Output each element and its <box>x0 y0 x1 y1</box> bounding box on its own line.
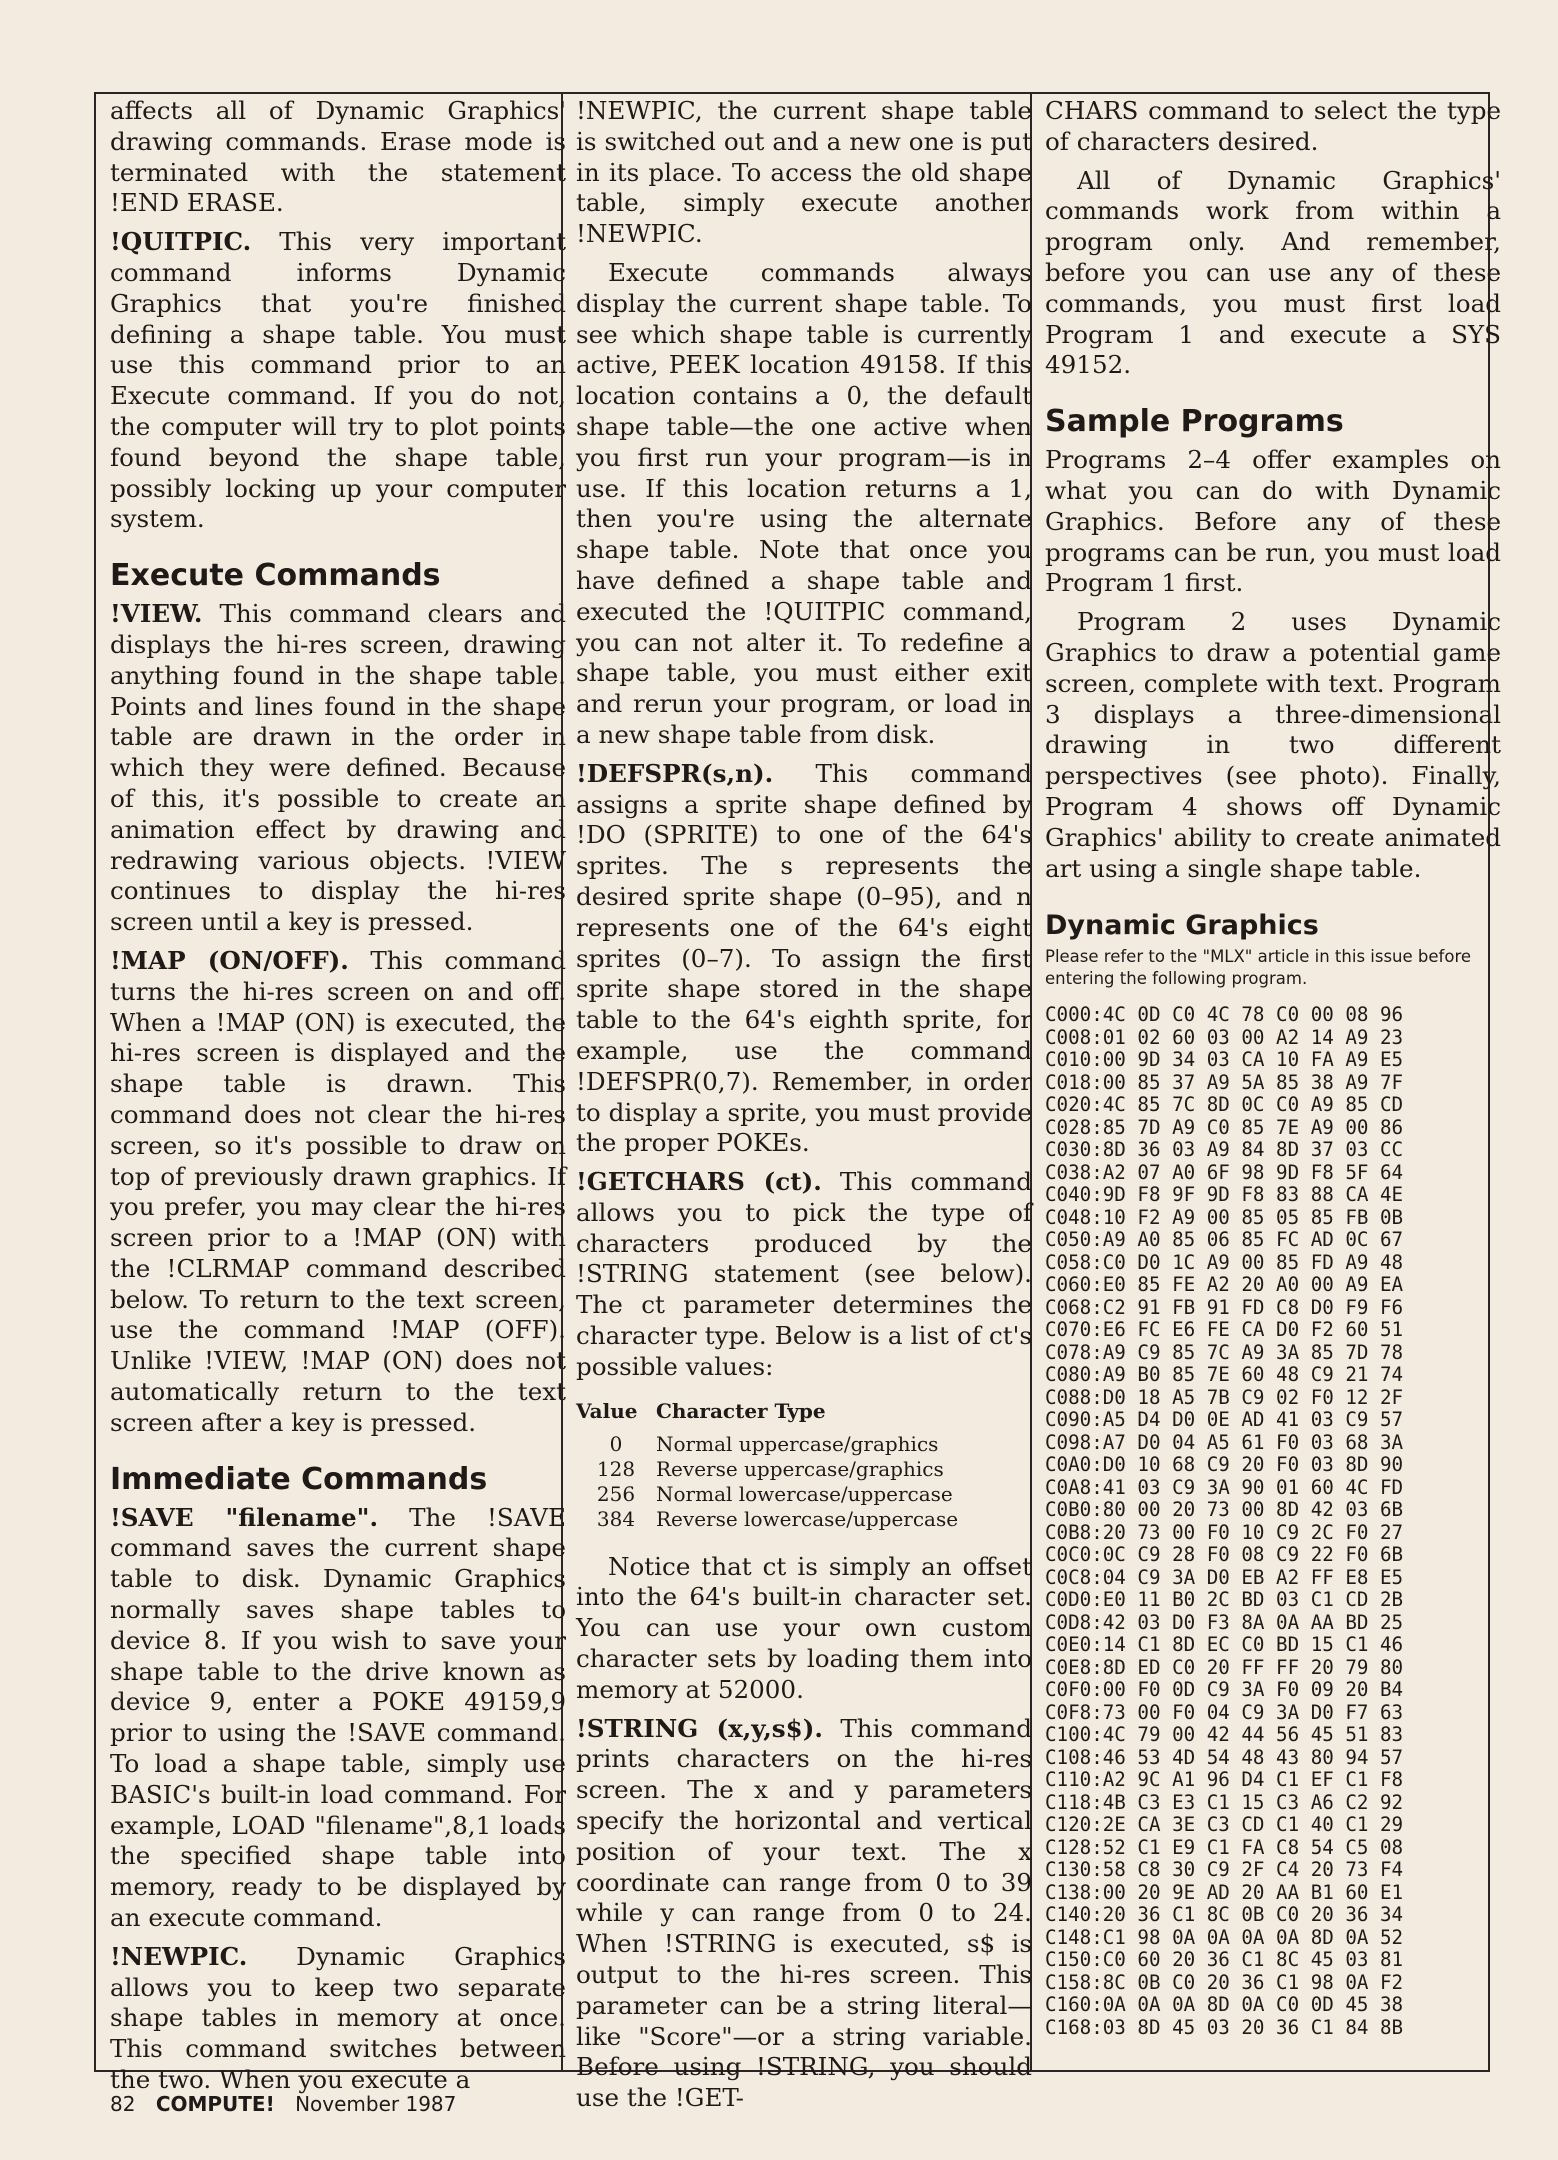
listing-line: C010:00 9D 34 03 CA 10 FA A9 E5 <box>1045 1048 1404 1072</box>
listing-line: C110:A2 9C A1 96 D4 C1 EF C1 F8 <box>1045 1768 1404 1792</box>
listing-line: C060:E0 85 FE A2 20 A0 00 A9 EA <box>1045 1273 1404 1297</box>
table-cell-type: Normal uppercase/graphics <box>656 1431 939 1456</box>
table-cell-value: 256 <box>596 1481 636 1506</box>
listing-note: Please refer to the "MLX" article in this issue before entering the following program. <box>1045 947 1472 989</box>
section-heading-immediate: Immediate Commands <box>110 1461 488 1497</box>
character-type-table <box>576 1399 958 1532</box>
command-description: This command allows you to pick the type of characters produced by the !STRING statement (see below). The ct parameter determines the character type. Below is a list of ct's possible values: <box>576 1167 1033 1381</box>
listing-line: C138:00 20 9E AD 20 AA B1 60 E1 <box>1045 1880 1404 1904</box>
paragraph: Notice that ct is simply an offset into the 64's built-in character set. You can use your own custom character sets by loading them into memory at 52000. <box>576 1551 1032 1704</box>
column-2 <box>576 96 1032 2122</box>
listing-line: C0C0:0C C9 28 F0 08 C9 22 F0 6B <box>1045 1543 1404 1567</box>
paragraph: Program 2 uses Dynamic Graphics to draw a potential game screen, complete with text. Program 3 displays a three-dimensional drawing in two different perspectives (see photo). Finally, Program 4 shows off Dynamic Graphics' ability to create animated art using a single shape table. <box>1045 607 1501 883</box>
listing-line: C0E8:8D ED C0 20 FF FF 20 79 80 <box>1045 1655 1404 1679</box>
listing-line: C058:C0 D0 1C A9 00 85 FD A9 48 <box>1045 1250 1404 1274</box>
listing-line: C130:58 C8 30 C9 2F C4 20 73 F4 <box>1045 1858 1404 1882</box>
command-name: !DEFSPR(s,n). <box>576 758 774 788</box>
column-3 <box>1045 96 1501 2039</box>
table-header-value: Value <box>576 1398 638 1423</box>
program-listing <box>1045 1004 1501 2039</box>
listing-line: C0C8:04 C9 3A D0 EB A2 FF E8 E5 <box>1045 1565 1404 1589</box>
table-header-row <box>576 1399 958 1432</box>
listing-line: C120:2E CA 3E C3 CD C1 40 C1 29 <box>1045 1813 1404 1837</box>
section-heading-execute: Execute Commands <box>110 558 441 594</box>
page-footer <box>110 2092 456 2116</box>
listing-line: C048:10 F2 A9 00 85 05 85 FB 0B <box>1045 1205 1404 1229</box>
listing-line: C0D0:E0 11 B0 2C BD 03 C1 CD 2B <box>1045 1588 1404 1612</box>
command-name: !STRING (x,y,s$). <box>576 1713 823 1743</box>
listing-line: C030:8D 36 03 A9 84 8D 37 03 CC <box>1045 1138 1404 1162</box>
listing-line: C020:4C 85 7C 8D 0C C0 A9 85 CD <box>1045 1093 1404 1117</box>
listing-line: C028:85 7D A9 C0 85 7E A9 00 86 <box>1045 1115 1404 1139</box>
paragraph: CHARS command to select the type of characters desired. <box>1045 96 1501 156</box>
listing-line: C148:C1 98 0A 0A 0A 0A 8D 0A 52 <box>1045 1925 1404 1949</box>
table-row <box>576 1432 958 1457</box>
command-name: !MAP (ON/OFF). <box>110 945 349 975</box>
table-cell-value: 0 <box>609 1431 623 1456</box>
listing-line: C128:52 C1 E9 C1 FA C8 54 C5 08 <box>1045 1835 1404 1859</box>
listing-line: C080:A9 B0 85 7E 60 48 C9 21 74 <box>1045 1363 1404 1387</box>
table-cell-type: Reverse lowercase/uppercase <box>656 1506 959 1531</box>
command-name: !NEWPIC. <box>110 1941 248 1971</box>
listing-line: C160:0A 0A 0A 8D 0A C0 0D 45 38 <box>1045 1993 1404 2017</box>
listing-line: C140:20 36 C1 8C 0B C0 20 36 34 <box>1045 1903 1404 1927</box>
table-row <box>576 1482 958 1507</box>
listing-line: C150:C0 60 20 36 C1 8C 45 03 81 <box>1045 1948 1404 1972</box>
listing-line: C008:01 02 60 03 00 A2 14 A9 23 <box>1045 1025 1404 1049</box>
listing-line: C0D8:42 03 D0 F3 8A 0A AA BD 25 <box>1045 1610 1404 1634</box>
command-description: This command prints characters on the hi-res screen. The x and y parameters specify the horizontal and vertical position of your text. The x coordinate can range from 0 to 39 while y can range from 0 to 24. When !STRING is executed, s$ is output to the hi-res screen. This parameter can be a string literal—like "Score"—or a string variable. Before using !STRING, you should use the !GET- <box>576 1713 1032 2113</box>
save-paragraph <box>110 1503 566 1934</box>
listing-line: C038:A2 07 A0 6F 98 9D F8 5F 64 <box>1045 1160 1404 1184</box>
listing-line: C050:A9 A0 85 06 85 FC AD 0C 67 <box>1045 1228 1404 1252</box>
listing-line: C040:9D F8 9F 9D F8 83 88 CA 4E <box>1045 1183 1404 1207</box>
paragraph: Programs 2–4 offer examples on what you can do with Dynamic Graphics. Before any of these programs can be run, you must load Program 1 first. <box>1045 445 1501 598</box>
paragraph: !NEWPIC, the current shape table is switched out and a new one is put in its place. To access the old shape table, simply execute another !NEWPIC. <box>576 96 1032 249</box>
listing-line: C0F8:73 00 F0 04 C9 3A D0 F7 63 <box>1045 1700 1404 1724</box>
listing-line: C098:A7 D0 04 A5 61 F0 03 68 3A <box>1045 1430 1404 1454</box>
table-cell-value: 128 <box>596 1456 636 1481</box>
command-name: !GETCHARS (ct). <box>576 1167 822 1197</box>
listing-line: C0A0:D0 10 68 C9 20 F0 03 8D 90 <box>1045 1453 1404 1477</box>
listing-line: C108:46 53 4D 54 48 43 80 94 57 <box>1045 1745 1404 1769</box>
listing-line: C168:03 8D 45 03 20 36 C1 84 8B <box>1045 2015 1404 2039</box>
magazine-name: COMPUTE! <box>155 2092 275 2116</box>
map-paragraph <box>110 946 566 1439</box>
listing-line: C0E0:14 C1 8D EC C0 BD 15 C1 46 <box>1045 1633 1404 1657</box>
section-heading-sample-programs: Sample Programs <box>1045 404 1344 440</box>
command-name: !VIEW. <box>110 599 203 629</box>
string-paragraph <box>576 1714 1032 2114</box>
listing-line: C090:A5 D4 D0 0E AD 41 03 C9 57 <box>1045 1408 1404 1432</box>
listing-line: C0B0:80 00 20 73 00 8D 42 03 6B <box>1045 1498 1404 1522</box>
defspr-paragraph <box>576 759 1032 1159</box>
listing-line: C158:8C 0B C0 20 36 C1 98 0A F2 <box>1045 1970 1404 1994</box>
listing-line: C0F0:00 F0 0D C9 3A F0 09 20 B4 <box>1045 1678 1404 1702</box>
listing-line: C0A8:41 03 C9 3A 90 01 60 4C FD <box>1045 1475 1404 1499</box>
paragraph: Execute commands always display the current shape table. To see which shape table is currently active, PEEK location 49158. If this location contains a 0, the default shape table—the one active when you first run your program—is in use. If this location returns a 1, then you're using the alternate shape table. Note that once you have defined a shape table and executed the !QUITPIC command, you can not alter it. To redefine a shape table, you must either exit and rerun your program, or load in a new shape table from disk. <box>576 257 1032 749</box>
listing-line: C118:4B C3 E3 C1 15 C3 A6 C2 92 <box>1045 1790 1404 1814</box>
table-cell-type: Reverse uppercase/graphics <box>656 1456 944 1481</box>
command-description: This command turns the hi-res screen on and off. When a !MAP (ON) is executed, the hi-res screen is displayed and the shape table is drawn. This command does not clear the hi-res screen, so it's possible to draw on top of previously drawn graphics. If you prefer, you may clear the hi-res screen prior to a !MAP (ON) with the !CLRMAP command described below. To return to the text screen, use the command !MAP (OFF). Unlike !VIEW, !MAP (ON) does not automatically return to the text screen after a key is pressed. <box>110 945 566 1437</box>
listing-line: C100:4C 79 00 42 44 56 45 51 83 <box>1045 1723 1404 1747</box>
table-row <box>576 1507 958 1532</box>
command-description: This very important command informs Dynamic Graphics that you're finished defining a shape table. You must use this command prior to an Execute command. If you do not, the computer will try to plot points found beyond the shape table, possibly locking up your computer system. <box>110 227 566 534</box>
listing-line: C070:E6 FC E6 FE CA D0 F2 60 51 <box>1045 1318 1404 1342</box>
column-1 <box>110 96 566 2104</box>
listing-line: C088:D0 18 A5 7B C9 02 F0 12 2F <box>1045 1385 1404 1409</box>
listing-title: Dynamic Graphics <box>1045 910 1319 942</box>
command-description: This command assigns a sprite shape defined by !DO (SPRITE) to one of the 64's sprites. The s represents the desired sprite shape (0–95), and n represents one of the 64's eight sprites (0–7). To assign the first sprite shape stored in the shape table to the 64's eighth sprite, for example, use the command !DEFSPR(0,7). Remember, in order to display a sprite, you must provide the proper POKEs. <box>576 758 1032 1158</box>
listing-line: C0B8:20 73 00 F0 10 C9 2C F0 27 <box>1045 1520 1404 1544</box>
table-cell-type: Normal lowercase/uppercase <box>656 1481 953 1506</box>
page-number: 82 <box>110 2092 136 2116</box>
table-row <box>576 1457 958 1482</box>
listing-line: C078:A9 C9 85 7C A9 3A 85 7D 78 <box>1045 1340 1404 1364</box>
view-paragraph <box>110 599 566 938</box>
listing-line: C068:C2 91 FB 91 FD C8 D0 F9 F6 <box>1045 1295 1404 1319</box>
command-description: The !SAVE command saves the current shape table to disk. Dynamic Graphics normally saves shape tables to device 8. If you wish to save your shape table to the drive known as device 9, enter a POKE 49159,9 prior to using the !SAVE command. To load a shape table, simply use BASIC's built-in load command. For example, LOAD "filename",8,1 loads the specified shape table into memory, ready to be displayed by an execute command. <box>110 1502 566 1933</box>
command-description: Dynamic Graphics allows you to keep two separate shape tables in memory at once. This command switches between the two. When you execute a <box>110 1941 566 2095</box>
table-header-type: Character Type <box>656 1398 826 1423</box>
paragraph: All of Dynamic Graphics' commands work from within a program only. And remember, before you can use any of these commands, you must first load Program 1 and execute a SYS 49152. <box>1045 165 1501 380</box>
table-cell-value: 384 <box>596 1506 636 1531</box>
quitpic-paragraph <box>110 227 566 535</box>
listing-line: C018:00 85 37 A9 5A 85 38 A9 7F <box>1045 1070 1404 1094</box>
newpic-paragraph <box>110 1942 566 2096</box>
command-name: !SAVE "filename". <box>110 1502 379 1532</box>
command-name: !QUITPIC. <box>110 227 252 257</box>
paragraph: affects all of Dynamic Graphics' drawing commands. Erase mode is terminated with the statement !END ERASE. <box>110 96 566 218</box>
issue-date: November 1987 <box>295 2092 457 2116</box>
getchars-paragraph <box>576 1167 1032 1383</box>
command-description: This command clears and displays the hi-res screen, drawing anything found in the shape table. Points and lines found in the shape table are drawn in the order in which they were defined. Because of this, it's possible to create an animation effect by drawing and redrawing various objects. !VIEW continues to display the hi-res screen until a key is pressed. <box>110 599 566 937</box>
listing-line: C000:4C 0D C0 4C 78 C0 00 08 96 <box>1045 1003 1404 1027</box>
